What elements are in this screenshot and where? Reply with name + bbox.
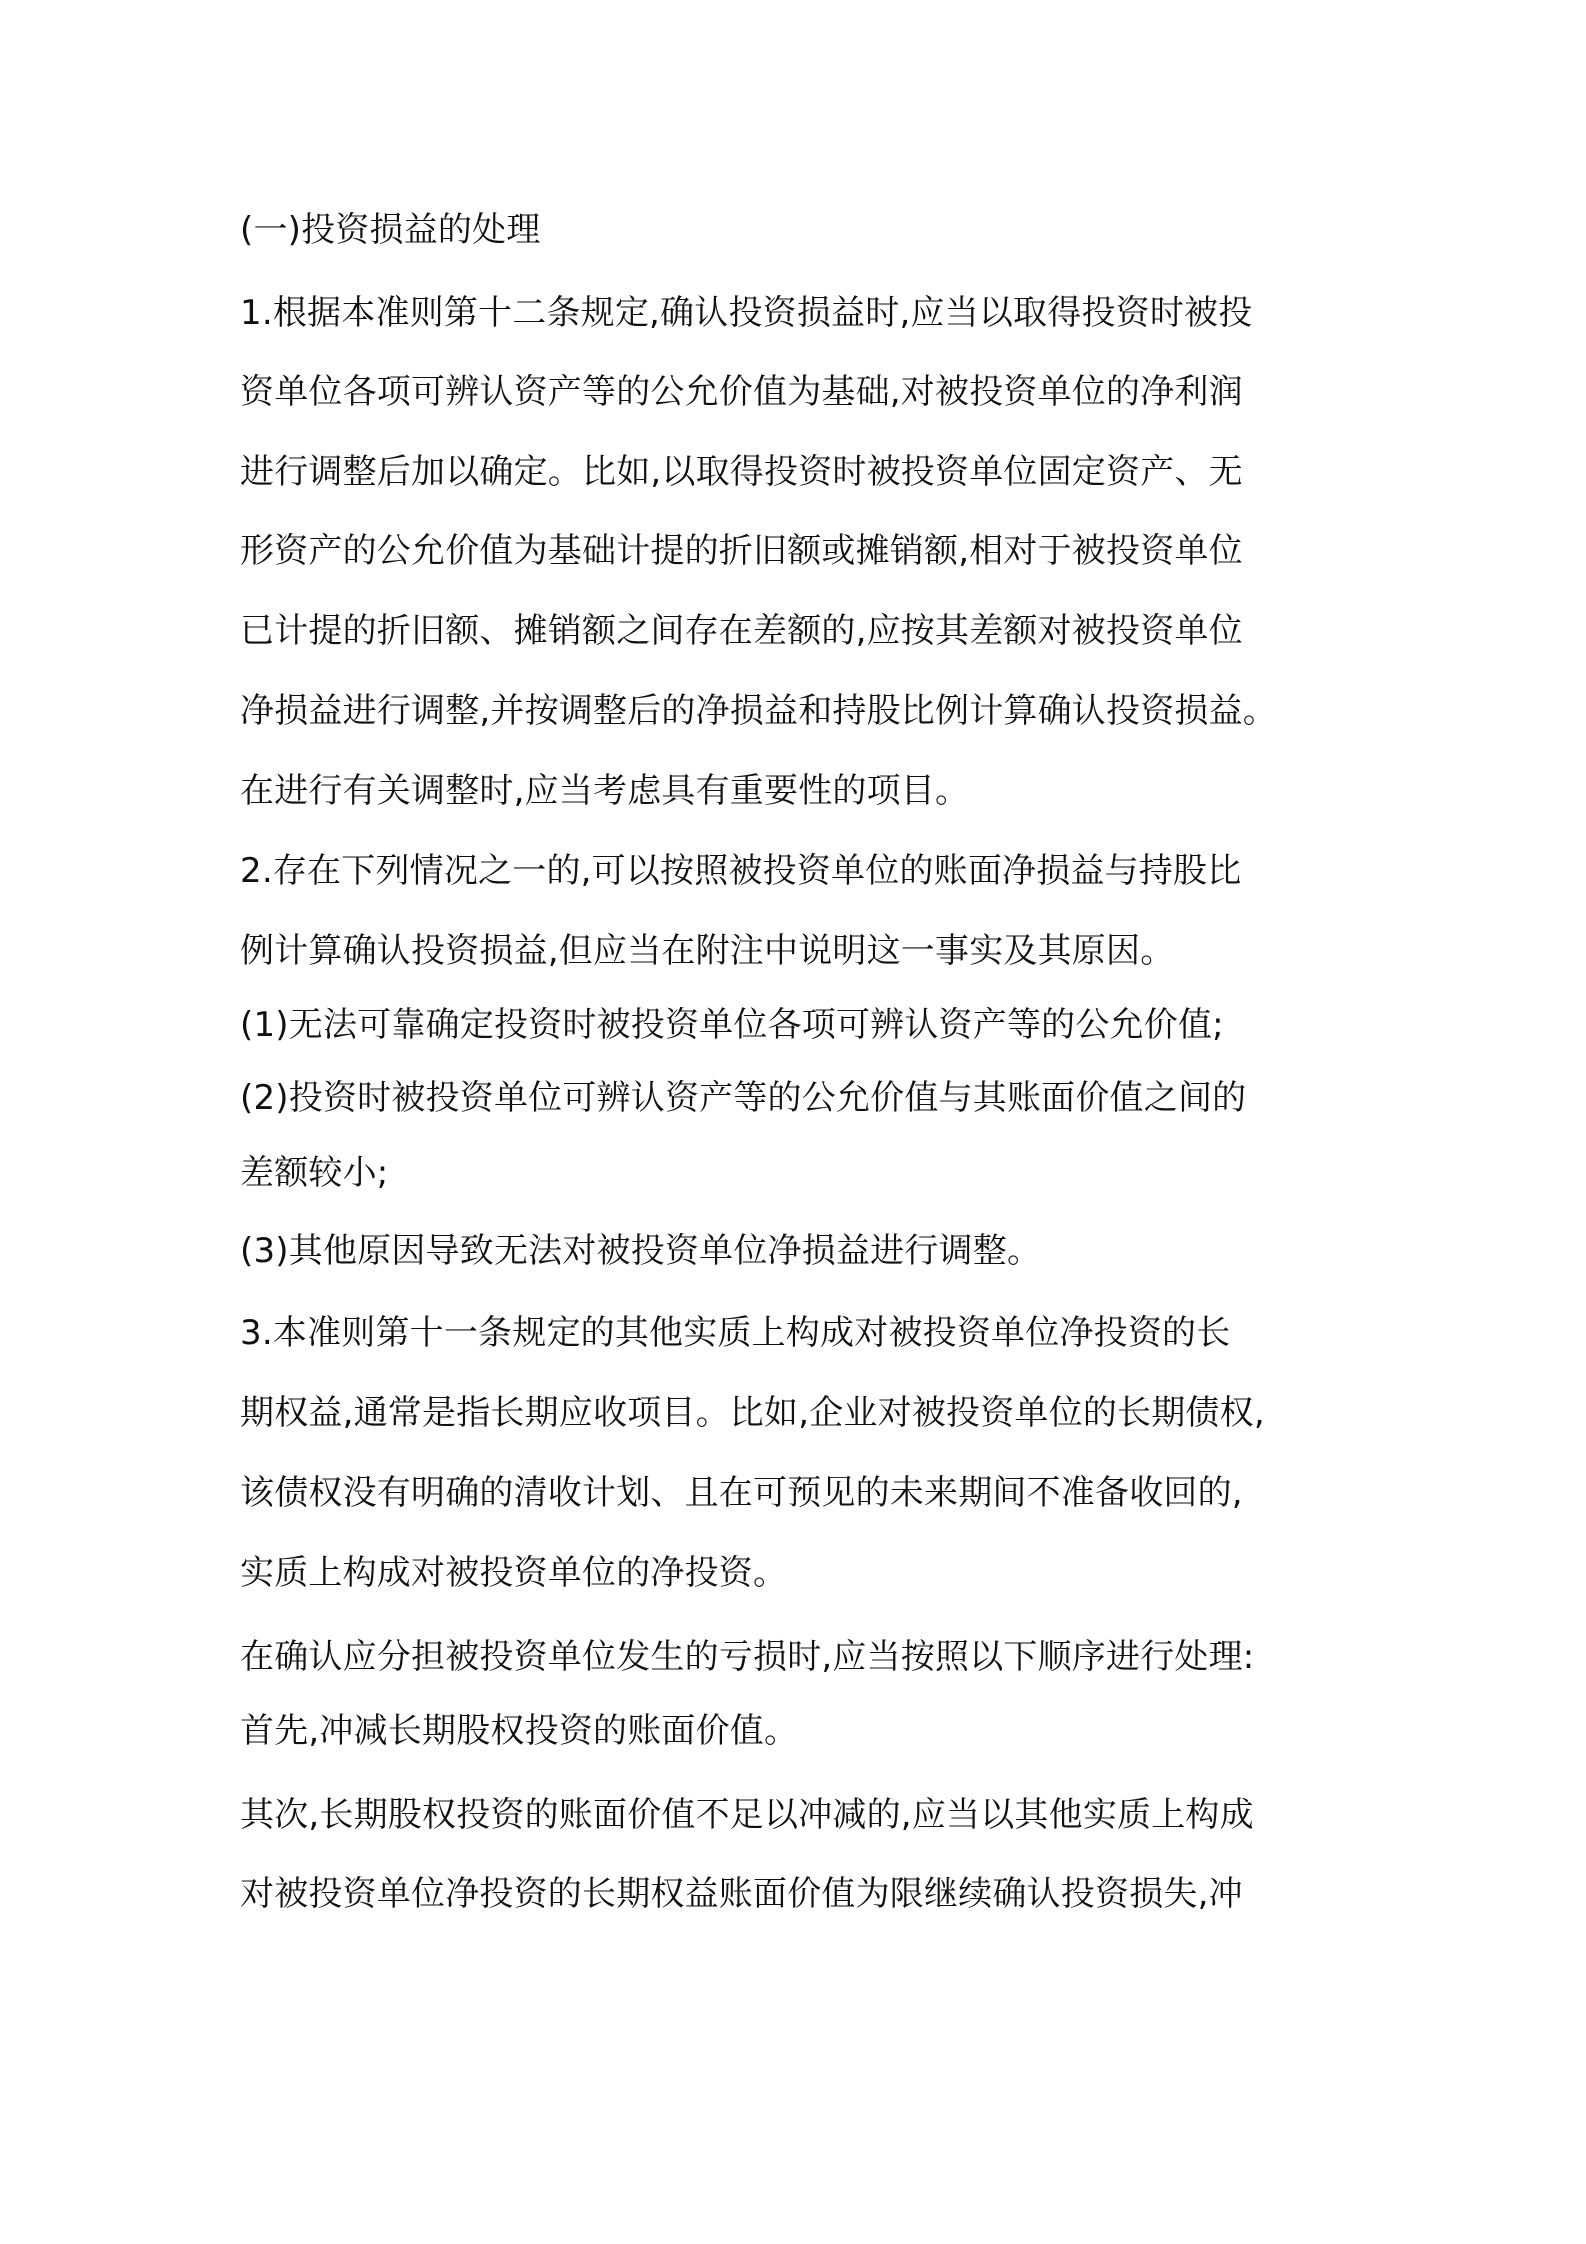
paragraph-line: 资单位各项可辨认资产等的公允价值为基础,对被投资单位的净利润	[240, 372, 1243, 412]
paragraph-line: 例计算确认投资损益,但应当在附注中说明这一事实及其原因。	[240, 931, 1175, 971]
paragraph-line: 实质上构成对被投资单位的净投资。	[240, 1553, 788, 1593]
paragraph-line: 在进行有关调整时,应当考虑具有重要性的项目。	[240, 771, 970, 811]
paragraph-line: 其次,长期股权投资的账面价值不足以冲减的,应当以其他实质上构成	[240, 1795, 1254, 1835]
paragraph-line: 2.存在下列情况之一的,可以按照被投资单位的账面净损益与持股比	[240, 851, 1242, 891]
list-item-line: (1)无法可靠确定投资时被投资单位各项可辨认资产等的公允价值;	[240, 1005, 1224, 1045]
paragraph-line: 对被投资单位净投资的长期权益账面价值为限继续确认投资损失,冲	[240, 1874, 1243, 1914]
paragraph-line: 在确认应分担被投资单位发生的亏损时,应当按照以下顺序进行处理:	[240, 1637, 1255, 1677]
paragraph-line: 1.根据本准则第十二条规定,确认投资损益时,应当以取得投资时被投	[240, 293, 1253, 333]
paragraph-line: 已计提的折旧额、摊销额之间存在差额的,应按其差额对被投资单位	[240, 611, 1243, 651]
paragraph-line: 形资产的公允价值为基础计提的折旧额或摊销额,相对于被投资单位	[240, 531, 1243, 571]
paragraph-line: 净损益进行调整,并按调整后的净损益和持股比例计算确认投资损益。	[240, 691, 1278, 731]
section-heading: (一)投资损益的处理	[240, 210, 541, 250]
paragraph-line: 该债权没有明确的清收计划、且在可预见的未来期间不准备收回的,	[240, 1473, 1243, 1513]
paragraph-line: 期权益,通常是指长期应收项目。比如,企业对被投资单位的长期债权,	[240, 1393, 1265, 1433]
paragraph-line: 进行调整后加以确定。比如,以取得投资时被投资单位固定资产、无	[240, 452, 1243, 492]
document-page	[240, 195, 1360, 2095]
list-item-line: (3)其他原因导致无法对被投资单位净损益进行调整。	[240, 1231, 1042, 1271]
paragraph-line: 首先,冲减长期股权投资的账面价值。	[240, 1711, 799, 1751]
list-item-line: (2)投资时被投资单位可辨认资产等的公允价值与其账面价值之间的	[240, 1078, 1247, 1118]
paragraph-line: 3.本准则第十一条规定的其他实质上构成对被投资单位净投资的长	[240, 1313, 1231, 1353]
list-item-line: 差额较小;	[240, 1153, 389, 1193]
